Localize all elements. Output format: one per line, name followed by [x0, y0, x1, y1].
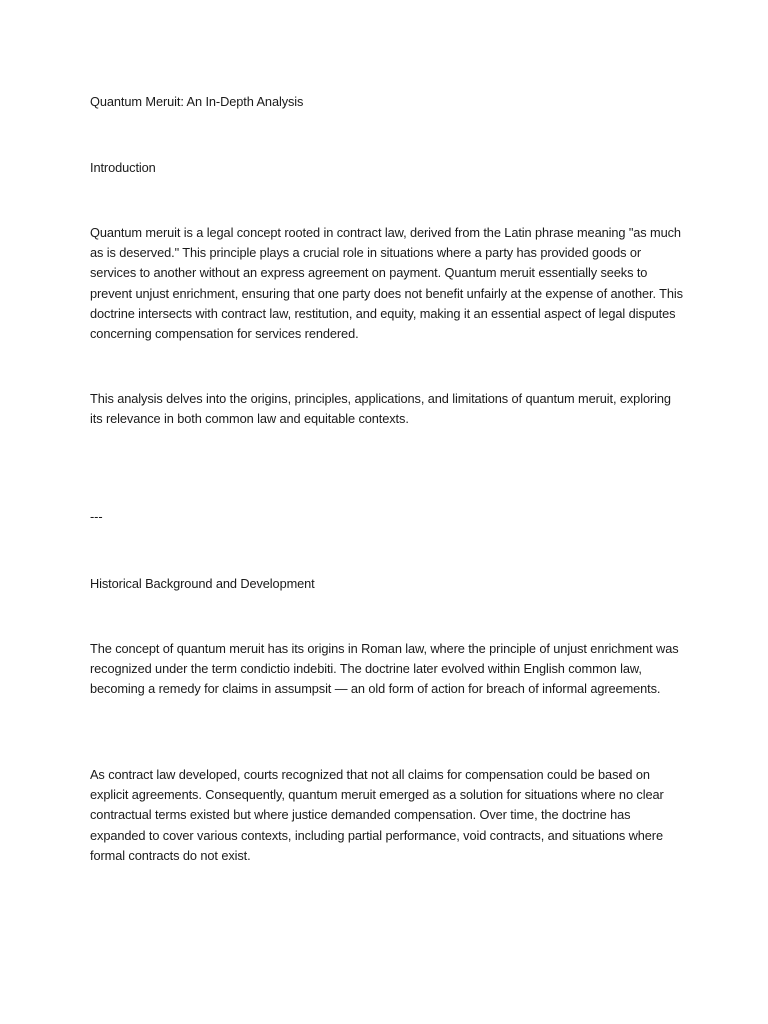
- paragraph-introduction-2: This analysis delves into the origins, principles, applications, and limitations of quantum meruit, exploring its relevance in both common law and equitable contexts.: [90, 391, 671, 427]
- section-separator: ---: [90, 509, 103, 524]
- paragraph-history-2: As contract law developed, courts recognized that not all claims for compensation could be based on explicit agreements. Consequently, quantum meruit emerged as a solution for situations where no clear contractual terms existed but where justice demanded compensation. Over time, the doctrine has expanded to cover various contexts, including partial performance, void contracts, and situations where formal contracts do not exist.: [90, 767, 664, 863]
- section-heading-history: Historical Background and Development: [90, 576, 315, 591]
- document-title: Quantum Meruit: An In-Depth Analysis: [90, 94, 304, 109]
- paragraph-history-1: The concept of quantum meruit has its origins in Roman law, where the principle of unjust enrichment was recognized under the term condictio indebiti. The doctrine later evolved within English common law, becoming a remedy for claims in assumpsit — an old form of action for breach of informal agreements.: [90, 641, 679, 697]
- paragraph-introduction-1: Quantum meruit is a legal concept rooted in contract law, derived from the Latin phrase meaning "as much as is deserved." This principle plays a crucial role in situations where a party has provided goods or services to another without an express agreement on payment. Quantum meruit essentially seeks to prevent unjust enrichment, ensuring that one party does not benefit unfairly at the expense of another. This doctrine intersects with contract law, restitution, and equity, making it an essential aspect of legal disputes concerning compensation for services rendered.: [90, 225, 683, 342]
- section-heading-introduction: Introduction: [90, 160, 156, 175]
